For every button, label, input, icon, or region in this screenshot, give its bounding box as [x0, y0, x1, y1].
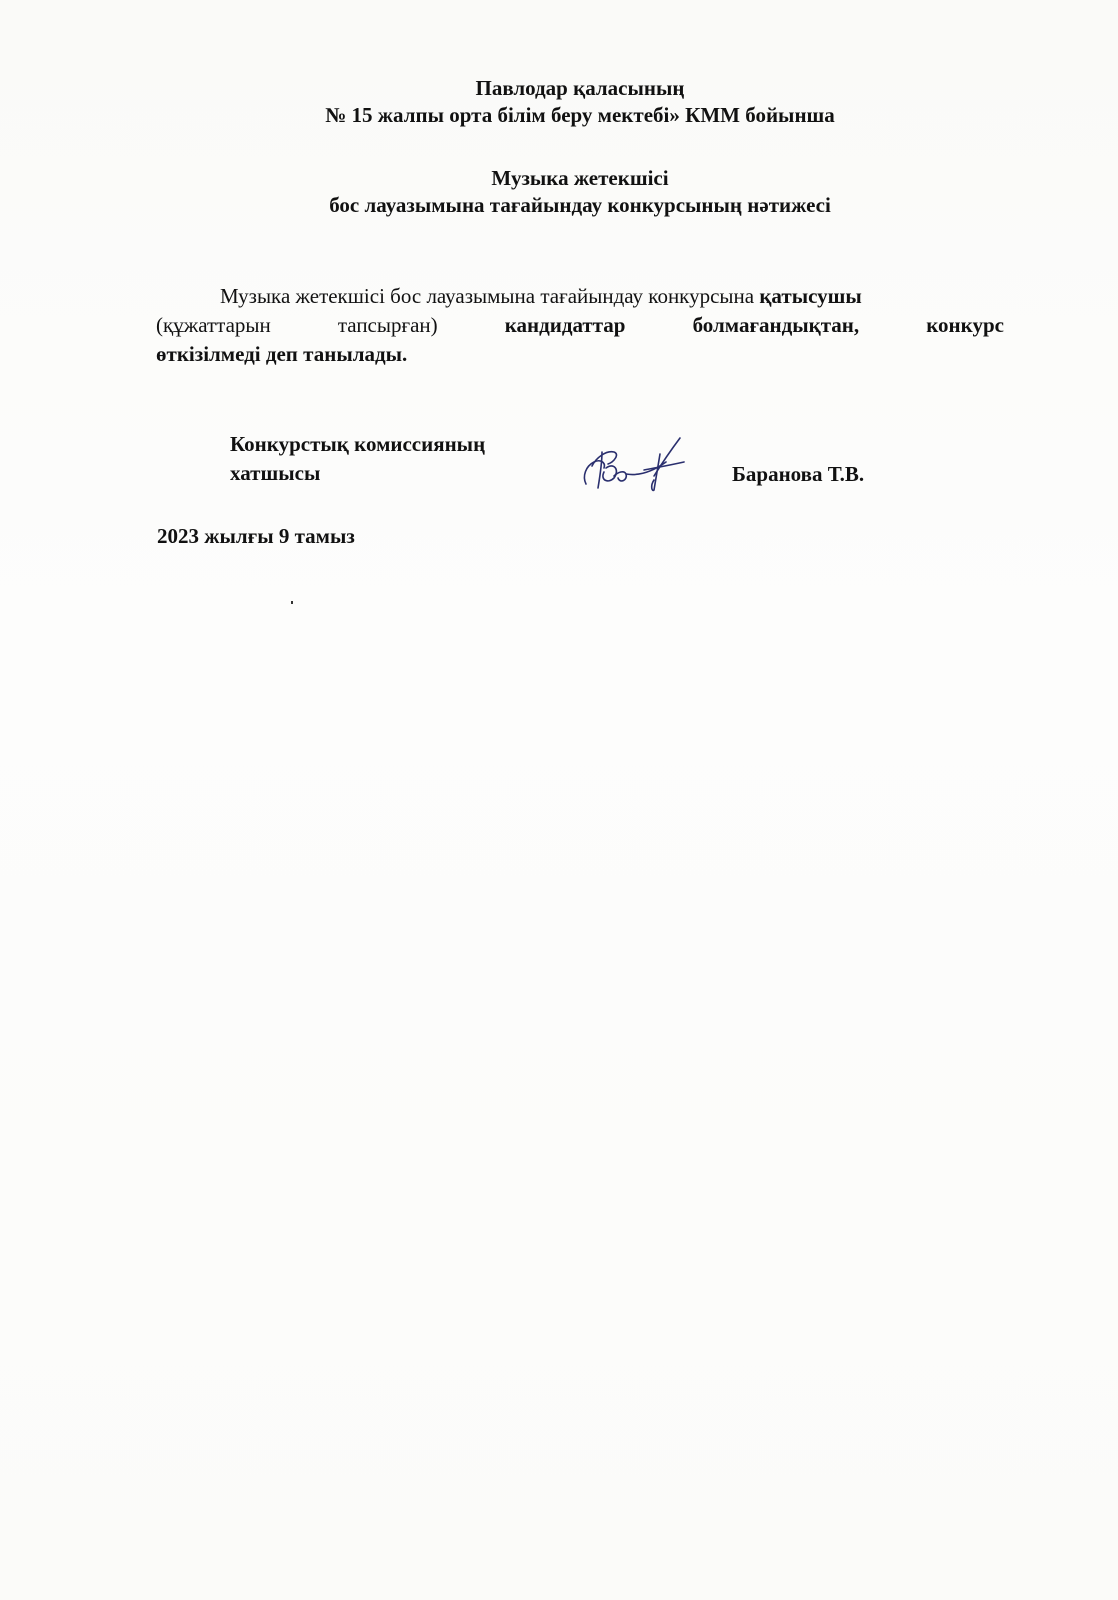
body-word: кандидаттар — [504, 313, 626, 337]
body-word: (құжаттарын — [156, 313, 271, 337]
body-paragraph — [156, 282, 1004, 369]
body-text-part1-bold: қатысушы — [759, 284, 862, 308]
body-word: конкурс — [926, 313, 1004, 337]
signatory-title-line2: хатшысы — [230, 461, 321, 485]
body-word: болмағандықтан, — [692, 313, 860, 337]
header-position-line: Музыка жетекшісі — [491, 166, 669, 190]
paper-speck — [291, 601, 293, 604]
document-header-organization — [150, 75, 1010, 129]
body-line-2 — [156, 311, 1004, 340]
body-text-part1: Музыка жетекшісі бос лауазымына тағайындау конкурсына — [220, 284, 760, 308]
signatory-title — [230, 430, 485, 488]
body-line-3: өткізілмеді деп танылады. — [156, 342, 408, 366]
header-result-line: бос лауазымына тағайындау конкурсының нәтижесі — [329, 193, 831, 217]
body-line-1 — [156, 282, 1004, 311]
document-date: 2023 жылғы 9 тамыз — [157, 524, 355, 548]
body-word: тапсырған) — [337, 313, 438, 337]
signatory-name: Баранова Т.В. — [732, 462, 865, 486]
signatory-title-line1: Конкурстық комиссияның — [230, 432, 486, 456]
header-school-line: № 15 жалпы орта білім беру мектебі» КММ бойынша — [325, 103, 835, 127]
document-header-title — [150, 165, 1010, 219]
header-city-line: Павлодар қаласының — [475, 76, 685, 100]
handwritten-signature — [580, 432, 690, 494]
